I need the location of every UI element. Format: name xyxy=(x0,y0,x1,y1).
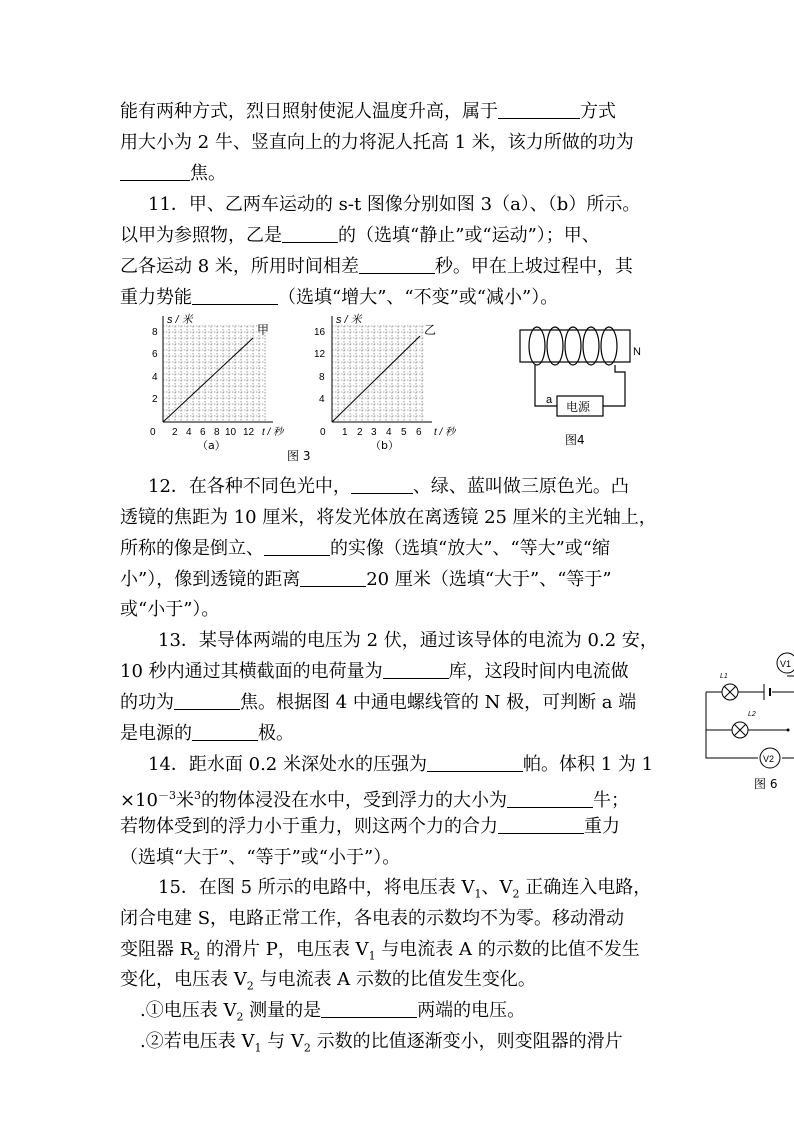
graph-b-line-yi xyxy=(332,336,420,422)
q11-blank-2[interactable] xyxy=(359,255,435,274)
q15-line-2: 闭合电建 S，电路正常工作，各电表的示数均不为零。移动滑动 xyxy=(120,908,625,929)
graph-a-xtick: 10 xyxy=(225,427,237,438)
q10-line-2: 用大小为 2 牛、竖直向上的力将泥人托高 1 米，该力所做的功为 xyxy=(120,132,634,153)
graph-a-xtick: 12 xyxy=(243,427,255,438)
q14-line-1: 14．距水面 0.2 米深处水的压强为 帕。体积 1 为 1 xyxy=(148,754,654,775)
graph-b-xtick: 4 xyxy=(386,427,392,438)
figure-6-caption: 图 6 xyxy=(754,777,778,791)
graph-a-ytick: 6 xyxy=(152,349,158,360)
graph-a-xtick: 0 xyxy=(150,427,156,438)
lamp-l1-label: L1 xyxy=(720,673,728,680)
q14-line-3: 若物体受到的浮力小于重力，则这两个力的合力 重力 xyxy=(120,816,620,837)
figure-4-caption: 图4 xyxy=(565,433,585,447)
circuit-wire xyxy=(603,365,625,406)
figure-3b-graph xyxy=(308,312,468,452)
q15-line-5: .①电压表 $V_2$ 测量的是 两端的电压。 xyxy=(140,1000,526,1024)
graph-a-subcaption: （a） xyxy=(197,439,226,452)
switch-contact-icon xyxy=(787,729,790,732)
q11-line-4: 重力势能 （选填“增大”、“不变”或“减小”）。 xyxy=(120,287,559,308)
q13-blank-3[interactable] xyxy=(192,722,258,741)
graph-b-ytick: 4 xyxy=(319,394,325,405)
q13-line-1: 13．某导体两端的电压为 2 伏，通过该导体的电流为 0.2 安， xyxy=(158,630,658,651)
circuit-wire xyxy=(706,692,758,758)
q13-blank-2[interactable] xyxy=(174,691,240,710)
q13-line-4: 是电源的 极。 xyxy=(120,723,294,744)
q14-blank-1[interactable] xyxy=(427,753,523,772)
graph-b-series-label: 乙 xyxy=(424,323,437,337)
q11-line-3: 乙各运动 8 米，所用时间相差 秒。甲在上坡过程中，其 xyxy=(120,256,633,277)
graph-b-xtick: 0 xyxy=(320,427,326,438)
lamp-l2-label: L2 xyxy=(748,711,756,718)
north-pole-label: N xyxy=(633,346,641,358)
q12-line-2: 透镜的焦距为 10 厘米，将发光体放在离透镜 25 厘米的主光轴上， xyxy=(120,507,657,528)
q14-blank-3[interactable] xyxy=(498,815,584,834)
graph-b-xtick: 6 xyxy=(416,427,422,438)
q13-line-2: 10 秒内通过其横截面的电荷量为 库，这段时间内电流做 xyxy=(120,661,629,682)
graph-b-ytick: 16 xyxy=(314,327,326,338)
q15-line-4: 变化，电压表 $V_2$ 与电流表 A 示数的比值发生变化。 xyxy=(120,969,536,993)
q14-line-2: $\times 10^{-3}$米$^3$的物体浸没在水中，受到浮力的大小为 牛； xyxy=(120,789,629,811)
graph-a-xtick: 4 xyxy=(186,427,192,438)
graph-a-xtick: 8 xyxy=(214,427,220,438)
q13-blank-1[interactable] xyxy=(383,660,449,679)
graph-a-series-label: 甲 xyxy=(257,323,270,337)
graph-b-xtick: 2 xyxy=(357,427,363,438)
graph-b-grid xyxy=(332,326,424,422)
graph-b-xtick: 3 xyxy=(371,427,377,438)
q14-line-4: （选填“大于”、“等于”或“小于”）。 xyxy=(120,847,401,868)
graph-b-xtick: 1 xyxy=(342,427,348,438)
solenoid-core xyxy=(520,330,630,362)
graph-b-ytick: 12 xyxy=(314,349,326,360)
q12-blank-1[interactable] xyxy=(351,475,413,494)
figure-3a-graph xyxy=(145,312,295,452)
q11-blank-1[interactable] xyxy=(282,224,338,243)
q12-line-5: 或“小于”）。 xyxy=(120,599,220,620)
voltmeter-v2-label: V2 xyxy=(763,754,775,764)
terminal-a-label: a xyxy=(546,394,553,406)
graph-b-subcaption: （b） xyxy=(370,439,399,452)
figure-6-circuit xyxy=(702,648,794,798)
graph-b-xtick: 5 xyxy=(401,427,407,438)
q10-blank-2[interactable] xyxy=(120,162,190,181)
graph-b-xlabel: t / 秒 xyxy=(434,427,456,438)
q10-line-3: 焦。 xyxy=(120,162,226,186)
graph-a-xlabel: t / 秒 xyxy=(262,427,284,438)
solenoid-coils xyxy=(529,327,617,365)
graph-a-ytick: 8 xyxy=(152,327,158,338)
q15-blank-1[interactable] xyxy=(321,999,417,1018)
figure-3-caption: 图 3 xyxy=(287,449,311,463)
q15-line-6: .②若电压表 $V_1$ 与 $V_2$ 示数的比值逐渐变小，则变阻器的滑片 xyxy=(140,1031,623,1055)
q13-line-3: 的功为 焦。根据图 4 中通电螺线管的 N 极，可判断 a 端 xyxy=(120,692,637,713)
q12-blank-2[interactable] xyxy=(264,537,330,556)
power-source-label: 电源 xyxy=(566,400,591,414)
graph-a-xtick: 6 xyxy=(200,427,206,438)
q12-line-4: 小”），像到透镜的距离 20 厘米（选填“大于”、“等于” xyxy=(120,569,612,590)
q10-blank-1[interactable] xyxy=(498,100,580,119)
q15-line-1: 15．在图 5 所示的电路中，将电压表 $V_1$、$V_2$ 正确连入电路， xyxy=(158,877,652,901)
graph-a-ytick: 4 xyxy=(152,372,158,383)
q12-line-1: 12．在各种不同色光中， 、绿、蓝叫做三原色光。凸 xyxy=(148,476,629,497)
q15-line-3: 变阻器 $R_2$ 的滑片 P，电压表 $V_1$ 与电流表 A 的示数的比值不发生 xyxy=(120,939,640,963)
q12-line-3: 所称的像是倒立、 的实像（选填“放大”、“等大”或“缩 xyxy=(120,538,611,559)
q11-blank-3[interactable] xyxy=(192,286,278,305)
q11-line-1: 11．甲、乙两车运动的 s-t 图像分别如图 3（a）、（b）所示。 xyxy=(148,194,641,215)
graph-a-xtick: 2 xyxy=(172,427,178,438)
q10-line-1: 能有两种方式，烈日照射使泥人温度升高，属于 方式 xyxy=(120,101,616,122)
voltmeter-v1-label: V1 xyxy=(780,659,792,669)
graph-b-ytick: 8 xyxy=(319,372,325,383)
graph-b-ylabel: s / 米 xyxy=(336,314,362,326)
graph-a-ytick: 2 xyxy=(152,394,158,405)
q12-blank-3[interactable] xyxy=(300,568,366,587)
figure-4-solenoid xyxy=(515,322,645,452)
q14-blank-2[interactable] xyxy=(507,789,593,808)
q11-line-2: 以甲为参照物，乙是 的（选填“静止”或“运动”）；甲、 xyxy=(120,225,600,246)
graph-a-ylabel: s / 米 xyxy=(167,314,193,326)
